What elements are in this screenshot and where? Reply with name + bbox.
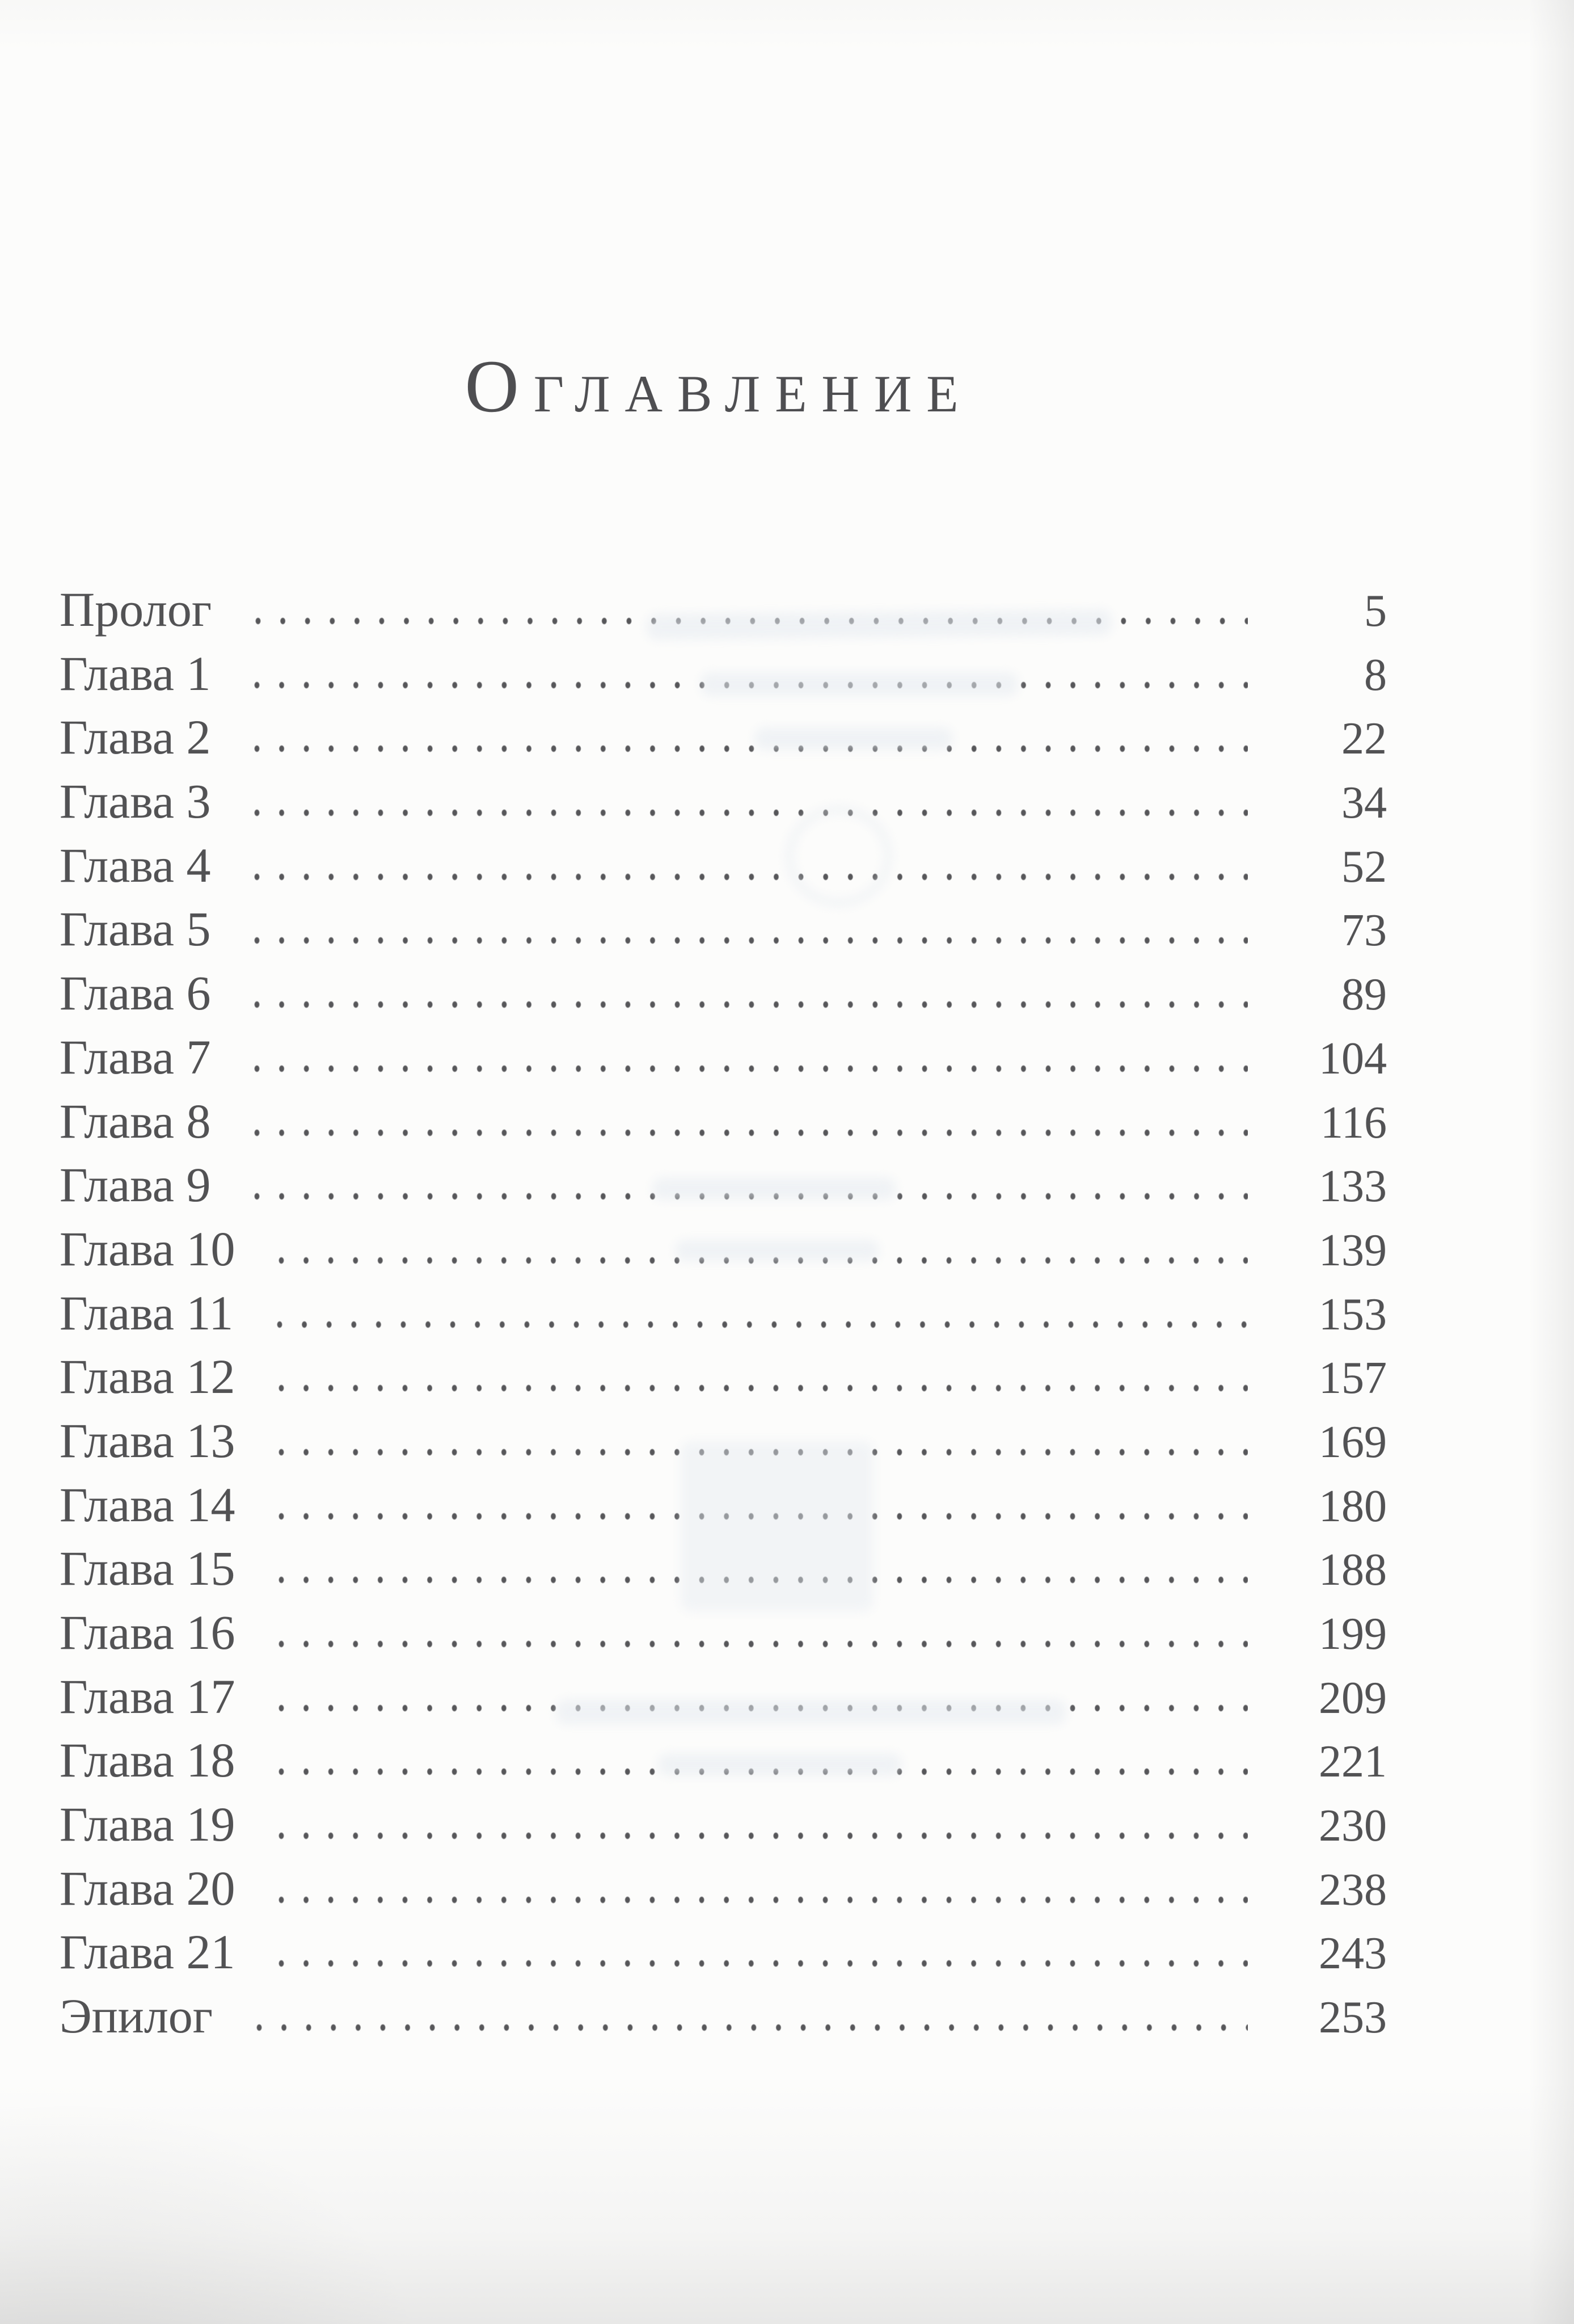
toc-entry (60, 965, 1387, 1029)
dot-leader (276, 1959, 1248, 1968)
toc-entry-label: Глава 1 (60, 646, 211, 701)
toc-entry-page: 157 (1319, 1353, 1387, 1404)
toc-entry (60, 773, 1387, 837)
toc-entry-page: 89 (1341, 970, 1387, 1020)
toc-entry (60, 1796, 1387, 1860)
toc-entry (60, 1988, 1387, 2052)
toc-entry-label: Глава 12 (60, 1349, 235, 1404)
toc-entry (60, 900, 1387, 965)
toc-entry-page: 34 (1341, 778, 1387, 828)
dot-leader (276, 1383, 1248, 1393)
toc-entry-label: Глава 17 (60, 1669, 235, 1724)
toc-entry-label: Глава 3 (60, 774, 211, 829)
toc-entry-page: 139 (1319, 1225, 1387, 1275)
dot-leader (251, 1192, 1248, 1201)
toc-entry-page: 253 (1319, 1993, 1387, 2043)
toc-entry-label: Глава 14 (60, 1477, 235, 1532)
toc-entry-page: 133 (1319, 1161, 1387, 1212)
toc-entry-page: 243 (1319, 1929, 1387, 1979)
dot-leader (252, 616, 1248, 626)
dot-leader (276, 1703, 1248, 1713)
dot-leader (251, 936, 1248, 945)
dot-leader (276, 1575, 1248, 1585)
toc-entry-label: Глава 2 (60, 710, 211, 765)
toc-entry-label: Глава 18 (60, 1733, 235, 1788)
toc-entry-label: Глава 5 (60, 902, 211, 957)
dot-leader (276, 1512, 1248, 1521)
toc-entry-label: Глава 13 (60, 1413, 235, 1468)
dot-leader (251, 1064, 1248, 1073)
toc-entry (60, 1156, 1387, 1220)
toc-entry-page: 5 (1364, 586, 1387, 636)
toc-entry-page: 73 (1341, 906, 1387, 956)
toc-entry (60, 1412, 1387, 1476)
toc-entry (60, 1029, 1387, 1093)
toc-entry-page: 209 (1319, 1673, 1387, 1723)
toc-entry-page: 238 (1319, 1864, 1387, 1915)
dot-leader (251, 808, 1248, 818)
toc-entry-label: Эпилог (60, 1989, 213, 2044)
toc-entry-page: 22 (1341, 714, 1387, 764)
scan-shadow-bottom (0, 2080, 1574, 2324)
dot-leader (251, 680, 1248, 690)
toc-entry (60, 709, 1387, 773)
toc-entry-label: Глава 15 (60, 1541, 235, 1596)
dot-leader (276, 1639, 1248, 1649)
toc-entry (60, 1860, 1387, 1924)
dot-leader (251, 1128, 1248, 1138)
toc-entry (60, 1348, 1387, 1412)
toc-entry (60, 1732, 1387, 1796)
toc-entry-label: Глава 6 (60, 966, 211, 1021)
toc-entry-page: 52 (1341, 841, 1387, 892)
toc-entry-page: 169 (1319, 1417, 1387, 1467)
toc-entry-page: 221 (1319, 1737, 1387, 1787)
dot-leader (276, 1831, 1248, 1841)
toc-entry (60, 1093, 1387, 1157)
toc-entry-page: 104 (1319, 1033, 1387, 1084)
toc-entry (60, 1285, 1387, 1349)
toc-entry (60, 1923, 1387, 1988)
toc-entry (60, 837, 1387, 901)
toc-entry-page: 188 (1319, 1545, 1387, 1595)
dot-leader (276, 1767, 1248, 1776)
toc-entry (60, 581, 1387, 645)
toc-entry (60, 645, 1387, 709)
page-title-initial: О (465, 344, 534, 428)
toc-entry-label: Глава 11 (60, 1285, 234, 1340)
toc-entry (60, 1476, 1387, 1540)
toc-entry-label: Глава 16 (60, 1605, 235, 1660)
scan-shadow-top (0, 0, 1574, 51)
toc-entry-label: Глава 21 (60, 1925, 235, 1980)
dot-leader (251, 744, 1248, 753)
toc-entry-page: 8 (1364, 650, 1387, 700)
dot-leader (276, 1256, 1248, 1265)
toc-entry-page: 153 (1319, 1289, 1387, 1340)
toc-entry-label: Глава 4 (60, 837, 211, 892)
toc-entry-label: Глава 7 (60, 1029, 211, 1084)
dot-leader (254, 2023, 1248, 2032)
toc-entry-label: Глава 8 (60, 1093, 211, 1148)
scan-shadow-corner (0, 2097, 437, 2324)
toc-entry (60, 1220, 1387, 1285)
toc-entry-label: Пролог (60, 582, 212, 637)
toc-entry-label: Глава 19 (60, 1797, 235, 1852)
toc-entry-page: 230 (1319, 1801, 1387, 1851)
toc-entry-label: Глава 20 (60, 1860, 235, 1915)
toc-entry-page: 180 (1319, 1481, 1387, 1531)
dot-leader (251, 1000, 1248, 1009)
toc-entry-page: 199 (1319, 1609, 1387, 1659)
toc-entry (60, 1668, 1387, 1732)
dot-leader (276, 1447, 1248, 1457)
toc-entry (60, 1604, 1387, 1668)
dot-leader (251, 872, 1248, 882)
toc-entry-page: 116 (1320, 1097, 1387, 1148)
page-title (0, 344, 1506, 431)
toc-entry-label: Глава 10 (60, 1221, 235, 1276)
toc-list (0, 581, 1574, 2052)
page-title-rest: ГЛАВЛЕНИЕ (533, 365, 973, 423)
dot-leader (276, 1895, 1248, 1905)
toc-entry-label: Глава 9 (60, 1157, 211, 1212)
toc-entry (60, 1540, 1387, 1604)
dot-leader (274, 1320, 1248, 1329)
